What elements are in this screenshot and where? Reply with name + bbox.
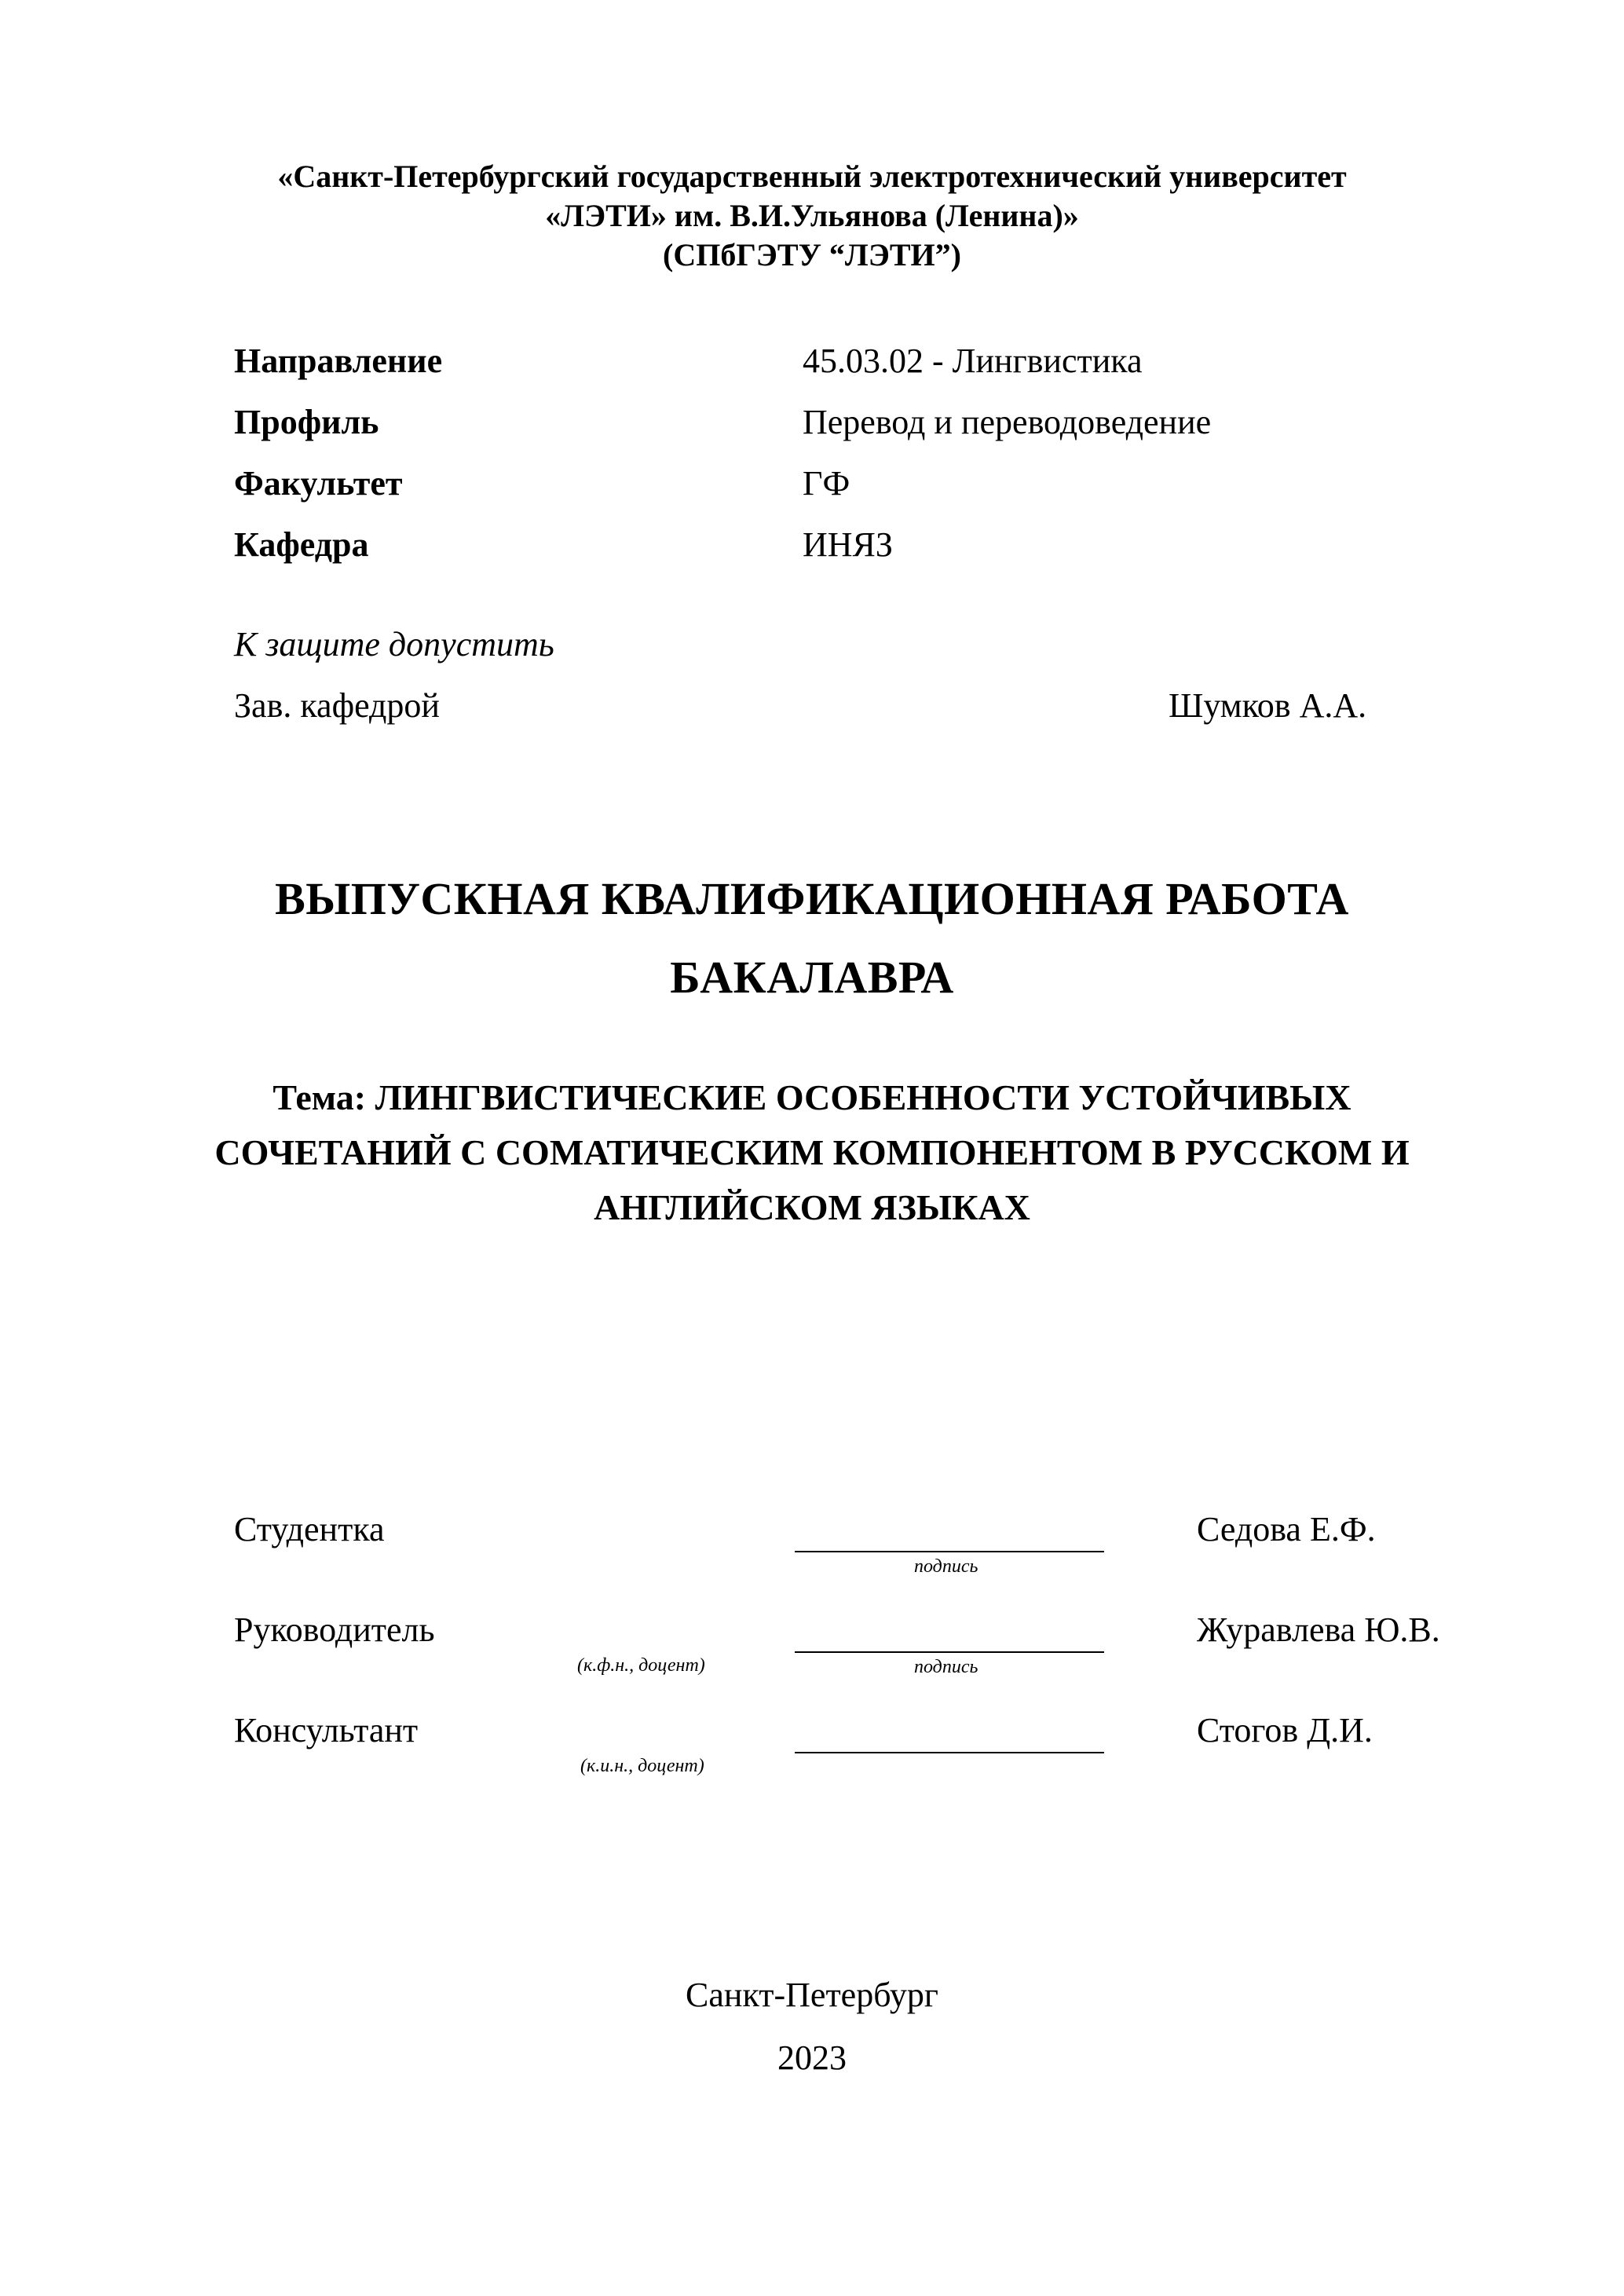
topic-line3: АНГЛИЙСКОМ ЯЗЫКАХ — [594, 1187, 1030, 1227]
document-title-line1: ВЫПУСКНАЯ КВАЛИФИКАЦИОННАЯ РАБОТА — [275, 873, 1349, 924]
signature-name-supervisor: Журавлева Ю.В. — [1197, 1610, 1440, 1649]
signature-degree-consultant: (к.и.н., доцент) — [580, 1756, 704, 1776]
footer-year: 2023 — [777, 2038, 847, 2077]
signature-role-supervisor: Руководитель — [234, 1610, 435, 1649]
admission-note: К защите допустить — [234, 625, 554, 664]
info-label-department: Кафедра — [234, 525, 369, 564]
university-abbreviation: (СПбГЭТУ “ЛЭТИ”) — [663, 237, 961, 272]
university-name-line1: «Санкт-Петербургский государственный электротехнический университет — [277, 159, 1347, 194]
signature-line-supervisor — [795, 1651, 1104, 1653]
signature-role-student: Студентка — [234, 1510, 385, 1548]
info-label-faculty: Факультет — [234, 464, 403, 503]
signature-role-consultant: Консультант — [234, 1711, 419, 1749]
info-label-direction: Направление — [234, 342, 443, 380]
topic-line2: СОЧЕТАНИЙ С СОМАТИЧЕСКИМ КОМПОНЕНТОМ В РУССКОМ И — [214, 1132, 1410, 1172]
signature-name-consultant: Стогов Д.И. — [1197, 1711, 1373, 1749]
topic-line1: Тема: ЛИНГВИСТИЧЕСКИЕ ОСОБЕННОСТИ УСТОЙЧИВЫХ — [272, 1077, 1352, 1117]
signature-caption-supervisor: подпись — [914, 1657, 978, 1677]
info-value-direction: 45.03.02 - Лингвистика — [803, 342, 1143, 380]
signature-caption-student: подпись — [914, 1556, 978, 1577]
university-name-line2: «ЛЭТИ» им. В.И.Ульянова (Ленина)» — [545, 198, 1079, 233]
info-value-department: ИНЯЗ — [803, 525, 893, 564]
admission-name: Шумков А.А. — [1169, 686, 1367, 725]
signature-line-student — [795, 1551, 1104, 1552]
info-value-faculty: ГФ — [803, 464, 850, 503]
signature-degree-supervisor: (к.ф.н., доцент) — [577, 1655, 705, 1676]
info-label-profile: Профиль — [234, 403, 379, 441]
document-title-line2: БАКАЛАВРА — [670, 952, 954, 1003]
footer-city: Санкт-Петербург — [686, 1976, 938, 2014]
signature-name-student: Седова Е.Ф. — [1197, 1510, 1376, 1548]
admission-role: Зав. кафедрой — [234, 686, 440, 725]
info-value-profile: Перевод и переводоведение — [803, 403, 1212, 441]
signature-line-consultant — [795, 1752, 1104, 1753]
